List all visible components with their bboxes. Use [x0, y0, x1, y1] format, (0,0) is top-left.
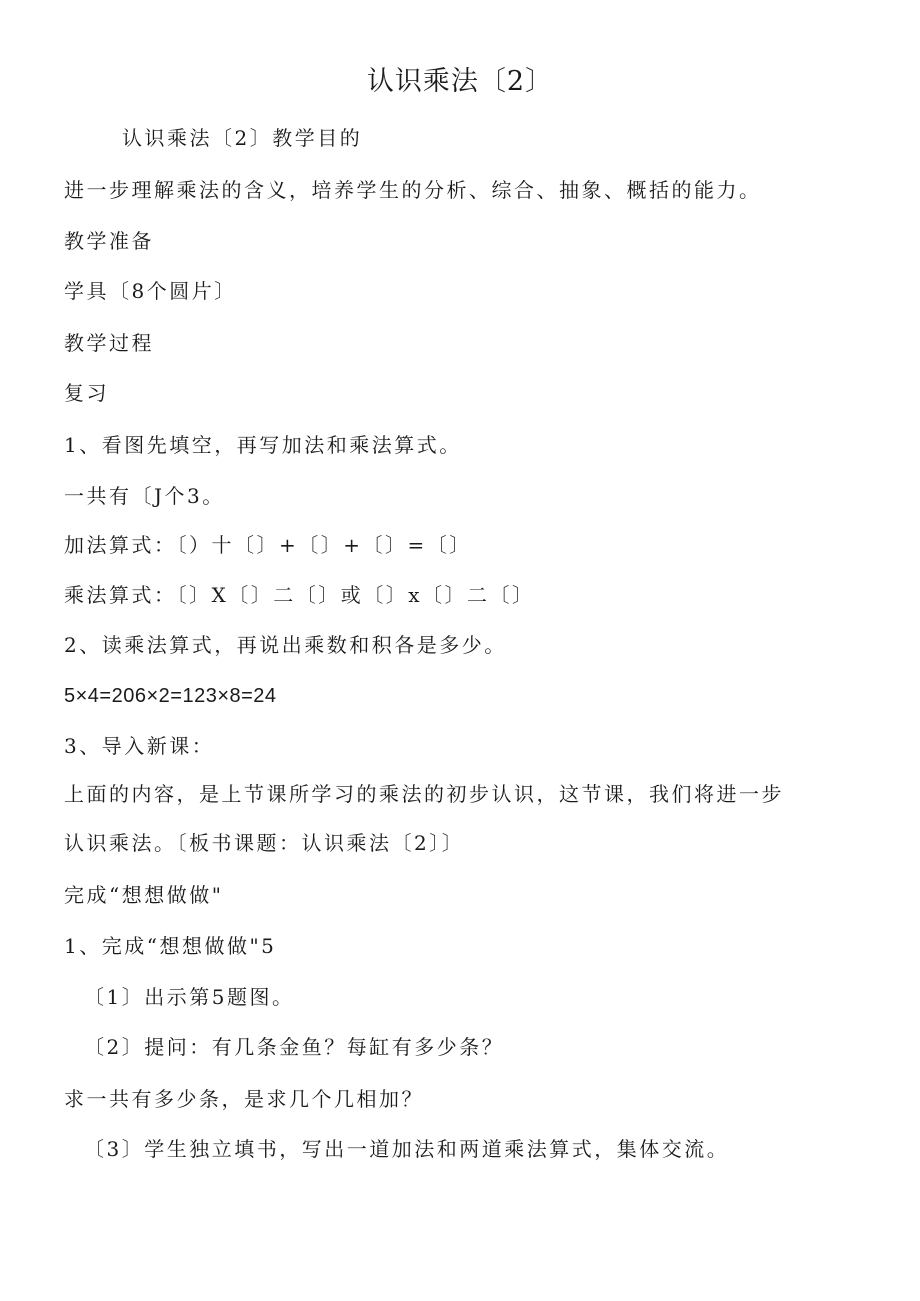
review-equations: 5×4=206×2=123×8=24 — [64, 685, 277, 707]
section-heading-exercises: 完成“想想做做" — [64, 883, 224, 907]
section-heading-preparation: 教学准备 — [64, 229, 154, 253]
document-title: 认识乘法〔2〕 — [366, 66, 554, 97]
exercise-question: 求一共有多少条，是求几个几相加？ — [64, 1087, 424, 1111]
review-multiplication-formula: 乘法算式：〔〕X〔〕二〔〕或〔〕x〔〕二〔〕 — [64, 583, 535, 607]
paragraph-intro-line-2: 认识乘法。〔板书课题：认识乘法〔2〕〕 — [64, 831, 465, 855]
review-item-2: 2、读乘法算式，再说出乘数和积各是多少。 — [64, 633, 507, 657]
review-addition-formula: 加法算式：〔）十〔〕+〔〕+〔〕=〔〕 — [64, 533, 472, 557]
exercise-item-1: 1、完成“想想做做"5 — [64, 934, 277, 958]
section-heading-objective: 认识乘法〔2〕教学目的 — [122, 126, 363, 150]
exercise-step-1: 〔1〕出示第5题图。 — [84, 985, 295, 1009]
paragraph-intro-line-1: 上面的内容，是上节课所学习的乘法的初步认识，这节课，我们将进一步 — [64, 782, 784, 806]
review-item-1: 1、看图先填空，再写加法和乘法算式。 — [64, 433, 462, 457]
section-heading-process: 教学过程 — [64, 331, 154, 355]
paragraph-materials: 学具〔8个圆片〕 — [64, 279, 237, 303]
review-fill-blank: 一共有〔J个3。 — [64, 484, 225, 508]
exercise-step-2: 〔2〕提问：有几条金鱼？每缸有多少条？ — [84, 1035, 505, 1059]
section-heading-review: 复习 — [64, 381, 109, 405]
section-heading-new-lesson: 3、导入新课： — [64, 734, 215, 758]
exercise-step-3: 〔3〕学生独立填书，写出一道加法和两道乘法算式，集体交流。 — [84, 1137, 730, 1161]
paragraph-objective: 进一步理解乘法的含义，培养学生的分析、综合、抽象、概括的能力。 — [64, 178, 762, 202]
